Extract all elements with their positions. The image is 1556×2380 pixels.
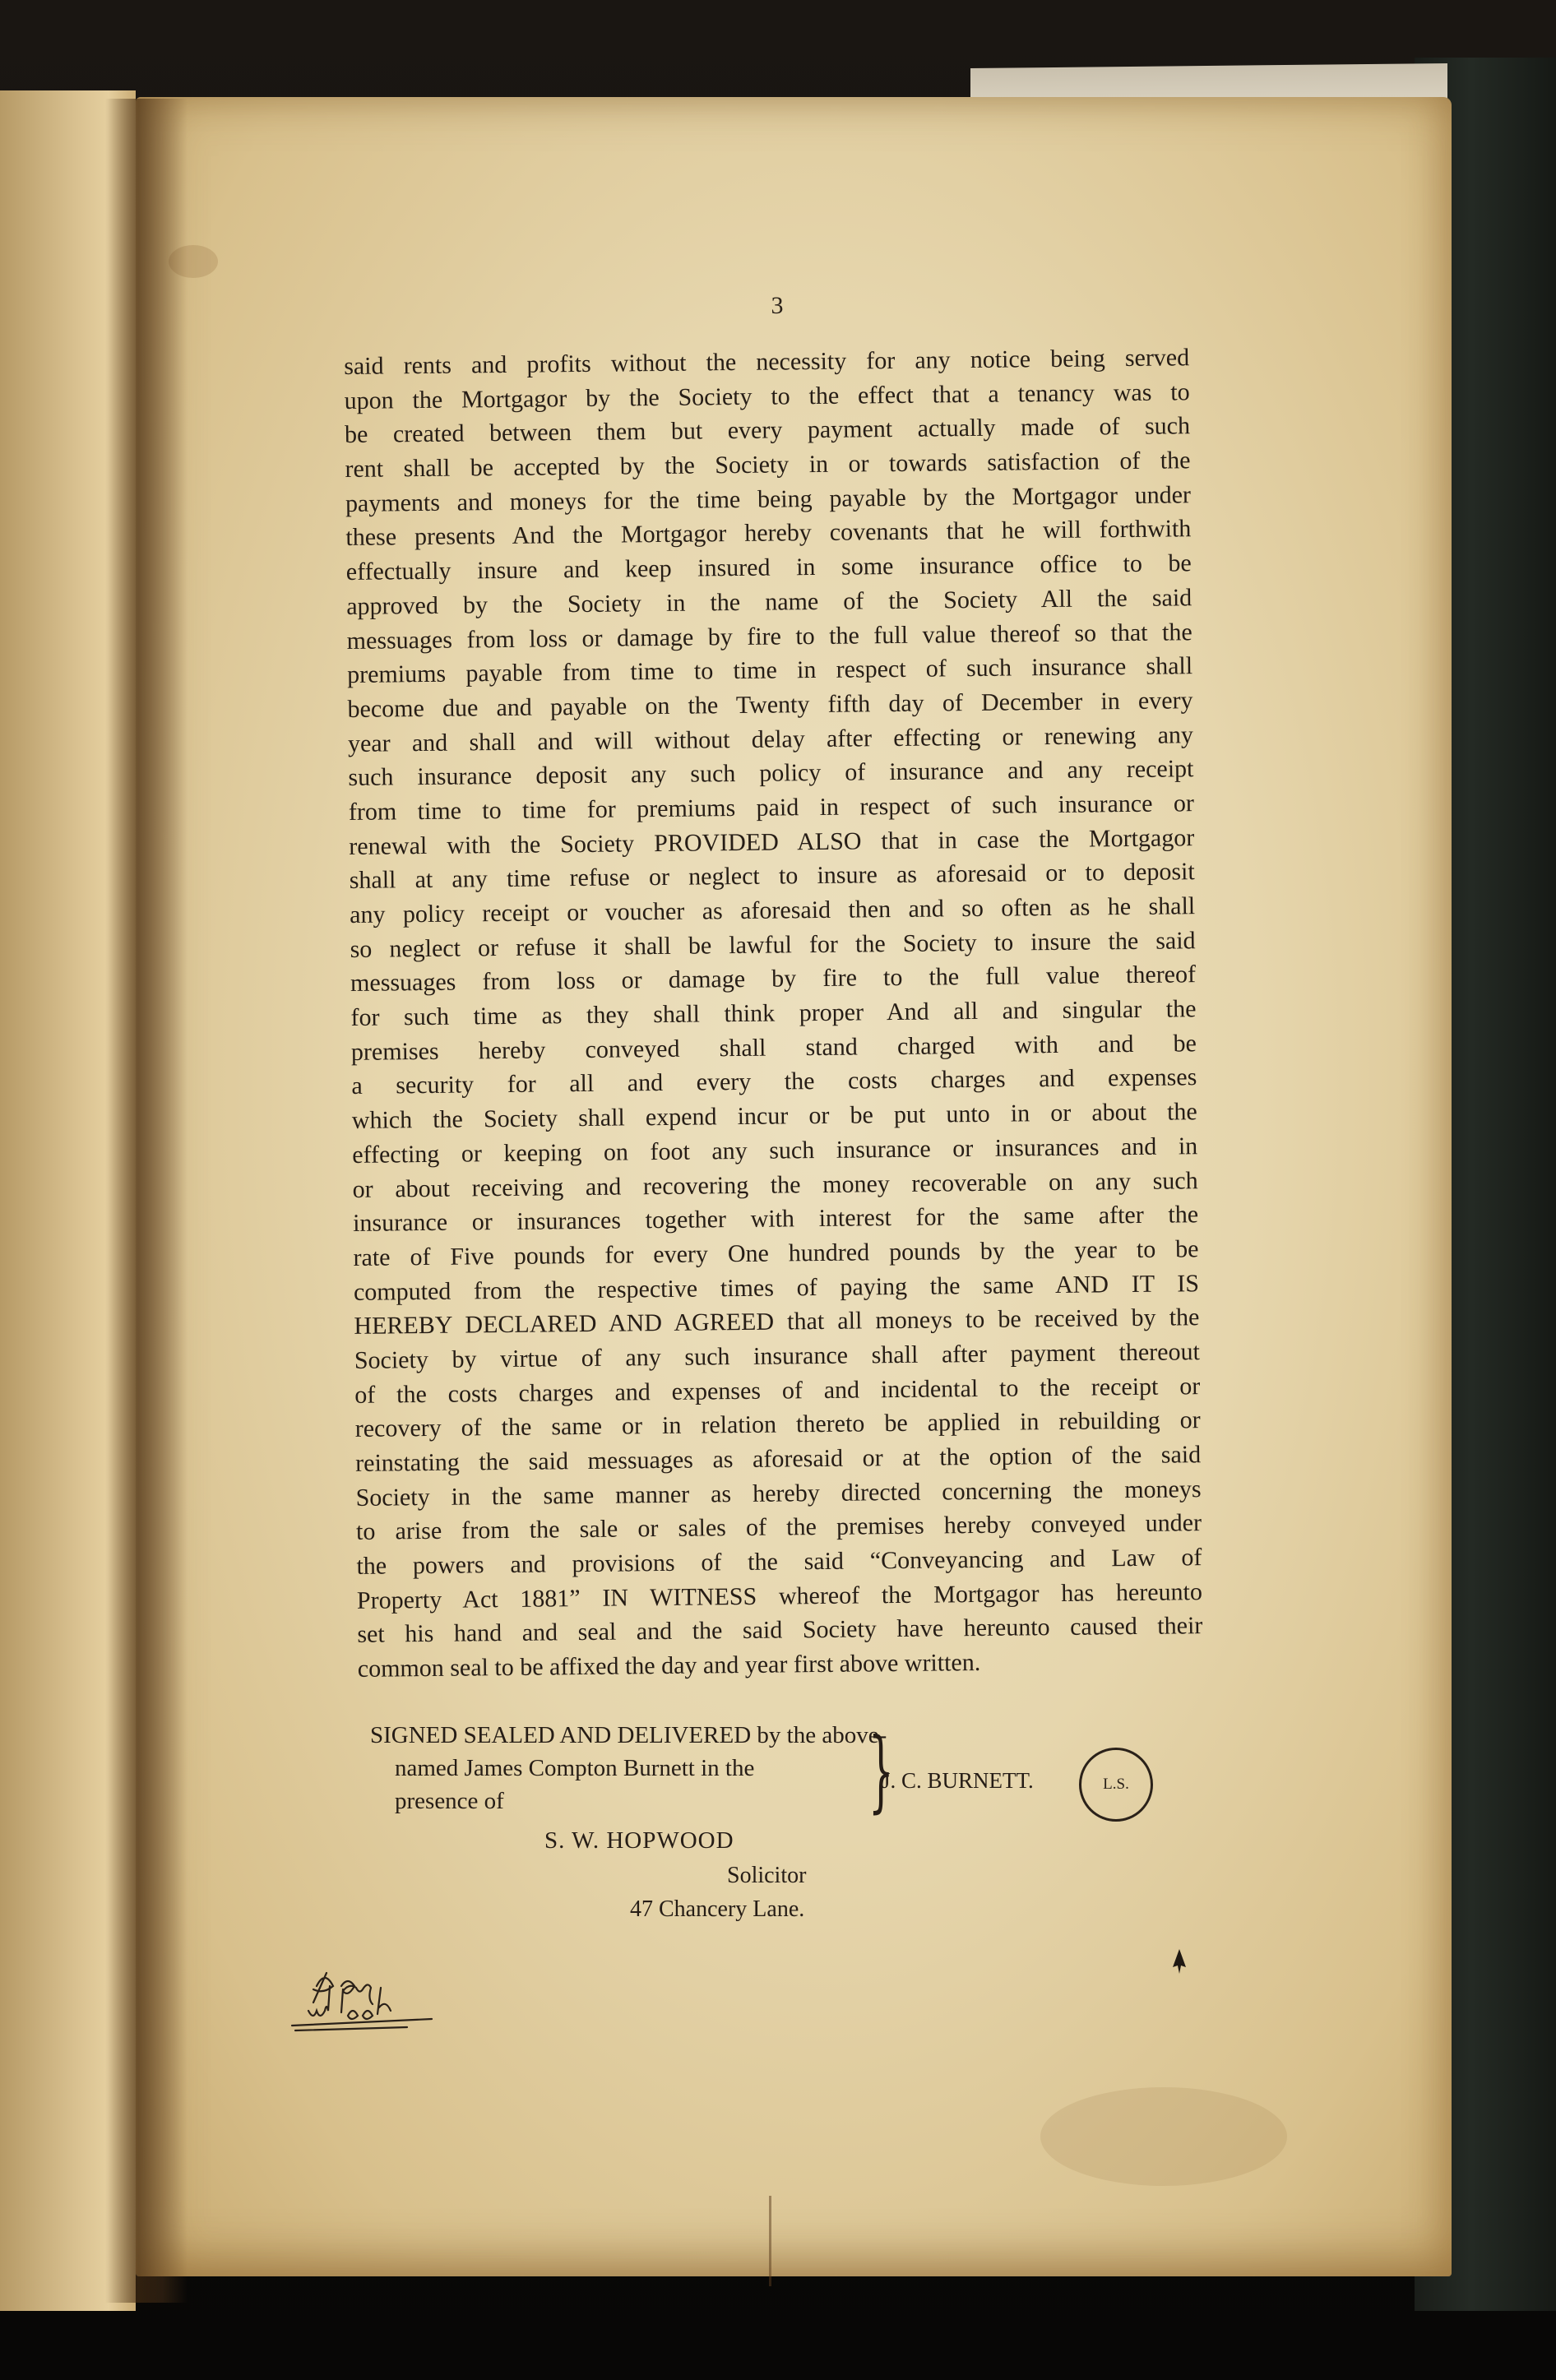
body-text-line: so neglect or refuse it shall be lawful for the Society to insure the said [350, 926, 1196, 963]
paper-stain [1040, 2087, 1287, 2186]
body-text-line: or about receiving and recovering the money recoverable on any such [352, 1166, 1198, 1203]
body-text-line: common seal to be affixed the day and year first above written. [357, 1649, 981, 1683]
attestation-line: presence of [395, 1788, 504, 1814]
witness-address: 47 Chancery Lane. [630, 1896, 805, 1922]
body-text-line: upon the Mortgagor by the Society to the effect that a tenancy was to [344, 377, 1190, 414]
handwritten-note-icon [284, 1961, 440, 2052]
body-text-line: a security for all and every the costs charges and expenses [351, 1063, 1197, 1100]
body-text-line: for such time as they shall think proper And all and singular the [350, 995, 1197, 1032]
body-text-line: premises hereby conveyed shall stand charged with and be [350, 1029, 1197, 1066]
body-text-line: premiums payable from time to time in respect of such insurance shall [346, 652, 1193, 689]
body-text-line: payments and moneys for the time being payable by the Mortgagor under [345, 480, 1192, 517]
seal-circle-icon [1079, 1748, 1153, 1822]
page-tear [769, 2196, 771, 2286]
body-text-line: effecting or keeping on foot any such insurance or insurances and in [352, 1132, 1198, 1169]
attestation-clause [370, 1719, 887, 1817]
body-text-line: messuages from loss or damage by fire to the full value thereof so that the [346, 618, 1192, 655]
witness-name: S. W. HOPWOOD [544, 1827, 734, 1854]
body-text-line: to arise from the sale or sales of the premises hereby conveyed under [355, 1509, 1202, 1546]
seal-label: L.S. [1103, 1776, 1129, 1793]
body-text-line: set his hand and seal and the said Society have hereunto caused their [357, 1612, 1203, 1649]
witness-role: Solicitor [727, 1863, 807, 1888]
attestation-line: SIGNED SEALED AND DELIVERED by the above- [370, 1722, 887, 1748]
body-text-line: reinstating the said messuages as aforesaid or at the option of the said [355, 1441, 1202, 1477]
body-text-line: shall at any time refuse or neglect to insure as aforesaid or to deposit [349, 858, 1195, 895]
body-text-line: such insurance deposit any such policy of insurance and any receipt [348, 755, 1194, 792]
page-number: 3 [771, 292, 784, 319]
body-text-line: from time to time for premiums paid in respect of such insurance or [348, 789, 1195, 826]
page-gutter-shadow [105, 99, 188, 2303]
body-text-line: of the costs charges and expenses of and incidental to the receipt or [354, 1372, 1201, 1409]
brace-symbol: } [868, 1720, 894, 1822]
ink-blot-icon [1169, 1947, 1189, 1975]
body-text-line: be created between them but every payment actually made of such [344, 412, 1191, 449]
body-text-line: the powers and provisions of the said “Conveyancing and Law of [356, 1544, 1202, 1580]
body-text-line: Property Act 1881” IN WITNESS whereof the Mortgagor has hereunto [356, 1577, 1203, 1614]
signer-name: J. C. BURNETT. [882, 1768, 1034, 1793]
body-text-line: computed from the respective times of paying the same AND IT IS [353, 1269, 1200, 1306]
body-text-line: recovery of the same or in relation thereto be applied in rebuilding or [354, 1406, 1201, 1443]
body-text-line: insurance or insurances together with interest for the same after the [352, 1201, 1199, 1238]
body-text-line: HEREBY DECLARED AND AGREED that all moneys to be received by the [354, 1303, 1200, 1340]
body-text-line: which the Society shall expend incur or be put unto in or about the [351, 1098, 1197, 1135]
attestation-line: named James Compton Burnett in the [395, 1755, 755, 1781]
body-text-line: rent shall be accepted by the Society in or towards satisfaction of the [345, 447, 1191, 484]
body-text-line: messuages from loss or damage by fire to the full value thereof [350, 961, 1197, 998]
body-text-line: effectually insure and keep insured in some insurance office to be [345, 549, 1192, 586]
body-text-line: Society by virtue of any such insurance shall after payment thereout [354, 1338, 1200, 1374]
body-text-line: become due and payable on the Twenty fifth day of December in every [347, 687, 1193, 723]
body-text-line: any policy receipt or voucher as aforesaid then and so often as he shall [350, 892, 1196, 928]
body-text-line: rate of Five pounds for every One hundred pounds by the year to be [353, 1235, 1199, 1271]
body-text-line: Society in the same manner as hereby directed concerning the moneys [355, 1475, 1202, 1512]
body-text-line: year and shall and will without delay after effecting or renewing any [347, 720, 1194, 757]
body-text-line: said rents and profits without the necessity for any notice being served [344, 344, 1190, 380]
body-text-line: renewal with the Society PROVIDED ALSO that in case the Mortgagor [349, 823, 1195, 860]
body-text-line: these presents And the Mortgagor hereby covenants that he will forthwith [345, 515, 1192, 552]
deed-body-text [344, 340, 1203, 1686]
body-text-line: approved by the Society in the name of the Society All the said [346, 584, 1192, 620]
